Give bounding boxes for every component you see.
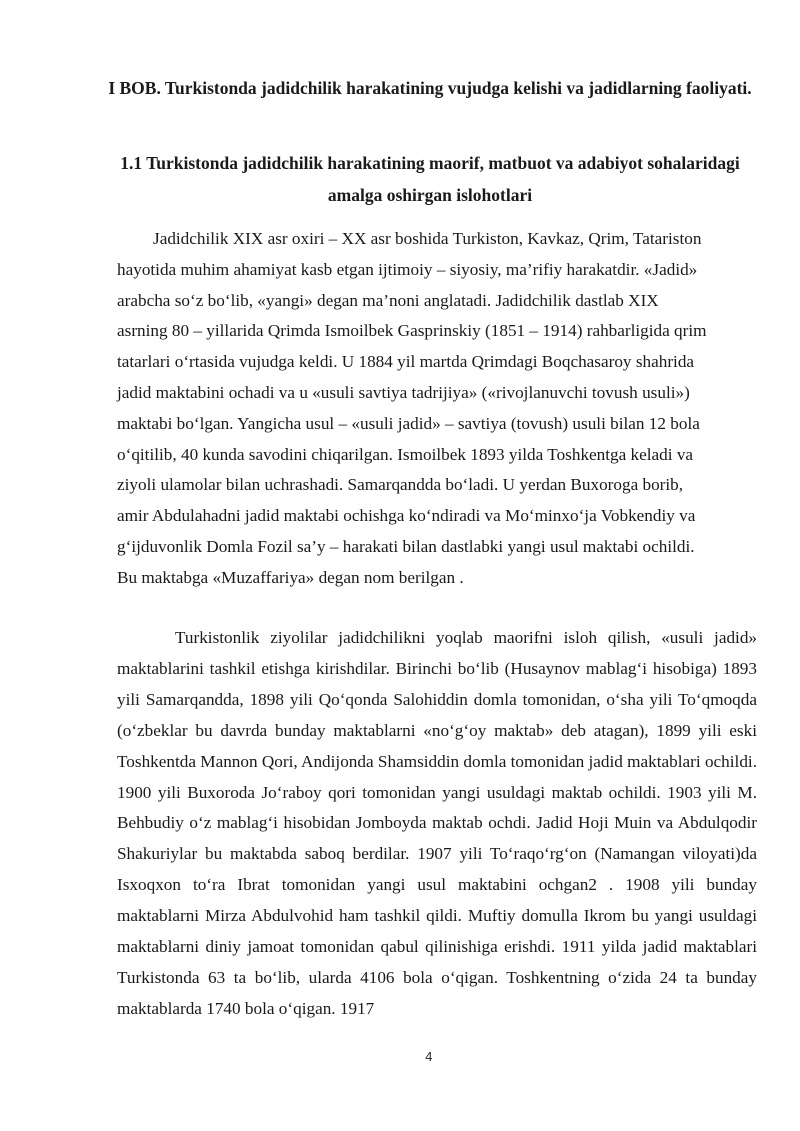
- section-heading: 1.1 Turkistonda jadidchilik harakatining maorif, matbuot va adabiyot sohalaridagi amalga oshirgan islohotlari: [120, 153, 740, 205]
- body-paragraph-2: Turkistonlik ziyolilar jadidchilikni yoqlab maorifni isloh qilish, «usuli jadid» maktablarini tashkil etishga kirishdilar. Birinchi bo‘lib (Husaynov mablag‘i hisobiga) 1893 yili Samarqandda, 1898 yili Qo‘qonda Salohiddin domla tomonidan, o‘sha yili To‘qmoqda (o‘zbeklar bu davrda bunday maktablarni «no‘g‘oy maktab» deb atagan), 1899 yili eski Toshkentda Mannon Qori, Andijonda Shamsiddin domla tomonidan jadid maktablari ochildi. 1900 yili Buxoroda Jo‘raboy qori tomonidan yangi usuldagi maktab ochildi. 1903 yili M. Behbudiy o‘z mablag‘i hisobidan Jomboyda maktab ochdi. Jadid Hoji Muin va Abdulqodir Shakuriylar bu maktabda saboq berdilar. 1907 yili To‘raqo‘rg‘on (Namangan viloyati)da Isxoqxon to‘ra Ibrat tomonidan yangi usul maktabini ochgan2 . 1908 yili bunday maktablarni Mirza Abdulvohid ham tashkil qildi. Muftiy domulla Ikrom bu yangi usuldagi maktablarni diniy jamoat tomonidan qabul qilinishiga erishdi. 1911 yilda jadid maktablari Turkistonda 63 ta bo‘lib, ularda 4106 bola o‘qigan. Toshkentning o‘zida 24 ta bunday maktablarda 1740 bola o‘qigan. 1917: [117, 628, 757, 1018]
- page-number: 4: [425, 1050, 433, 1064]
- chapter-heading: I BOB. Turkistonda jadidchilik harakatining vujudga kelishi va jadidlarning faoliyati.: [108, 78, 752, 98]
- body-paragraph-1: Jadidchilik XIX asr oxiri – XX asr boshida Turkiston, Kavkaz, Qrim, Tatariston hayotida muhim ahamiyat kasb etgan ijtimoiy – siyosiy, ma’rifiy harakatdir. «Jadid» arabcha so‘z bo‘lib, «yangi» degan ma’noni anglatadi. Jadidchilik dastlab XIX asrning 80 – yillarida Qrimda Ismoilbek Gasprinskiy (1851 – 1914) rahbarligida qrim tatarlari o‘rtasida vujudga keldi. U 1884 yil martda Qrimdagi Boqchasaroy shahrida jadid maktabini ochadi va u «usuli savtiya tadrijiya» («rivojlanuvchi tovush usuli») maktabi bo‘lgan. Yangicha usul – «usuli jadid» – savtiya (tovush) usuli bilan 12 bola o‘qitilib, 40 kunda savodini chiqarilgan. Ismoilbek 1893 yilda Toshkentga keladi va ziyoli ulamolar bilan uchrashadi. Samarqandda bo‘ladi. U yerdan Buxoroga borib, amir Abdulahadni jadid maktabi ochishga ko‘ndiradi va Mo‘minxo‘ja Vobkendiy va g‘ijduvonlik Domla Fozil sa’y – harakati bilan dastlabki yangi usul maktabi ochildi. Bu maktabga «Muzaffariya» degan nom berilgan .: [117, 229, 707, 587]
